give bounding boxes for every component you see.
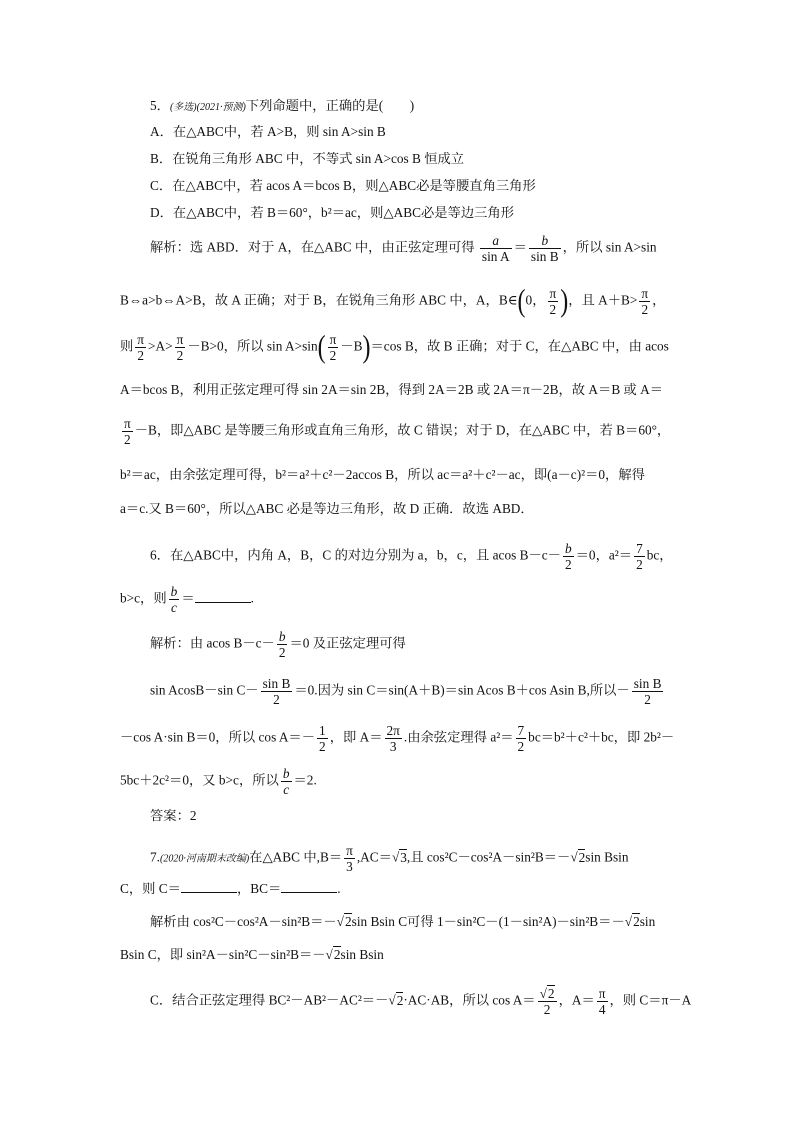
q7-solution-line-1: 解析由 cos²C－cos²A－sin²B＝－√2sin Bsin C可得 1－sin²C－(1－sin²A)－sin²B＝－√2sin: [150, 914, 656, 929]
q5-solution-line-5: $\frac{\pi}{2}$ －B，即△ABC 是等腰三角形或直角三角形，故 C 错误；对于 D，在△ABC 中，若 B＝60°，: [124, 416, 671, 447]
q5-option-c: C．在△ABC中，若 acos A＝bcos B，则△ABC必是等腰直角三角形: [150, 178, 536, 193]
q6-answer: 答案：2: [150, 808, 197, 823]
q7-answer-blank-c[interactable]: [181, 880, 237, 893]
q5-option-d: D．在△ABC中，若 B＝60°，b²＝ac，则△ABC必是等边三角形: [150, 205, 515, 220]
q5-option-b: B．在锐角三角形 ABC 中，不等式 sin A>cos B 恒成立: [150, 151, 465, 166]
q6-solution-line-4: 5bc＋2c²＝0，又 b>c，所以 $\frac{b}{c}$ ＝2.: [120, 766, 317, 797]
q7-solution-line-2: Bsin C，即 sin²A－sin²C－sin²B＝－√2sin Bsin: [120, 947, 384, 962]
q6-stem-line-1: 6．在△ABC中，内角 A，B，C 的对边分别为 a，b，c，且 acos B－c－ $\frac{b}{2}$ ＝0，a²＝ $\frac{7}{2}$ bc，: [150, 541, 673, 572]
q5-solution-line-2: B⇔a>b⇔A>B，故 A 正确；对于 B，在锐角三角形 ABC 中，A，B∈(0， $\frac{\pi}{2}$ )，且 A＋B> $\frac{\pi}{2}$ ，: [120, 284, 666, 319]
q6-solution-line-3: －cos A·sin B＝0，所以 cos A＝－ $\frac{1}{2}$ ，即 A＝ $\frac{2\pi}{3}$ .由余弦定理得 a²＝ $\frac{7}{2}$ bc＝b²＋c²＋bc，即 2b²－: [120, 723, 675, 754]
q5-solution-line-7: a＝c.又 B＝60°，所以△ABC 必是等边三角形，故 D 正确．故选 ABD．: [120, 501, 534, 516]
q6-solution-line-2: sin AcosB－sin C－ $\frac{\text{sin B}}{2}$ ＝0.因为 sin C＝sin(A＋B)＝sin Acos B＋cos Asin B,所以－ $\frac{\text{sin B}}{2}$: [150, 676, 662, 707]
q6-stem-line-2: b>c，则 $\frac{b}{c}$ ＝ .: [120, 584, 254, 615]
q7-stem-line-1: 7.(2020·河南期末改编)在△ABC 中,B＝ $\frac{\pi}{3}$ ,AC＝√3,且 cos²C－cos²A－sin²B＝－√2sin Bsin: [150, 843, 629, 874]
q7-stem-line-2: C，则 C＝ ，BC＝ .: [120, 881, 341, 896]
q5-stem: 5．(多选)(2021·预测)下列命题中，正确的是( ): [150, 98, 415, 113]
q5-solution-line-6: b²＝ac，由余弦定理可得，b²＝a²＋c²－2accos B，所以 ac＝a²＋c²－ac，即(a－c)²＝0，解得: [120, 467, 645, 482]
q5-solution-line-3: 则 $\frac{\pi}{2}$ >A> $\frac{\pi}{2}$ －B>0，所以 sin A>sin( $\frac{\pi}{2}$ －B)＝cos B，故 B 正确；对于 C，在△ABC 中，由 acos: [120, 330, 669, 365]
q6-solution-line-1: 解析：由 acos B－c－ $\frac{b}{2}$ ＝0 及正弦定理可得: [150, 629, 406, 660]
q5-solution-line-1: 解析：选 ABD．对于 A，在△ABC 中，由正弦定理可得 $\frac{a}{\text{sin A}}$ ＝ $\frac{b}{\text{sin B}}$ ，所以 sin A>sin: [150, 233, 657, 264]
q6-answer-blank[interactable]: [195, 590, 251, 603]
q7-solution-line-3: C．结合正弦定理得 BC²－AB²－AC²＝－√2·AC·AB，所以 cos A＝ $\frac{√2}{2}$ ，A＝ $\frac{\pi}{4}$ ，则 C＝π－A: [150, 986, 692, 1017]
q7-answer-blank-bc[interactable]: [281, 880, 337, 893]
q5-solution-line-4: A＝bcos B，利用正弦定理可得 sin 2A＝sin 2B，得到 2A＝2B 或 2A＝π－2B，故 A＝B 或 A＝: [120, 382, 664, 397]
q5-option-a: A．在△ABC中，若 A>B，则 sin A>sin B: [150, 124, 386, 139]
